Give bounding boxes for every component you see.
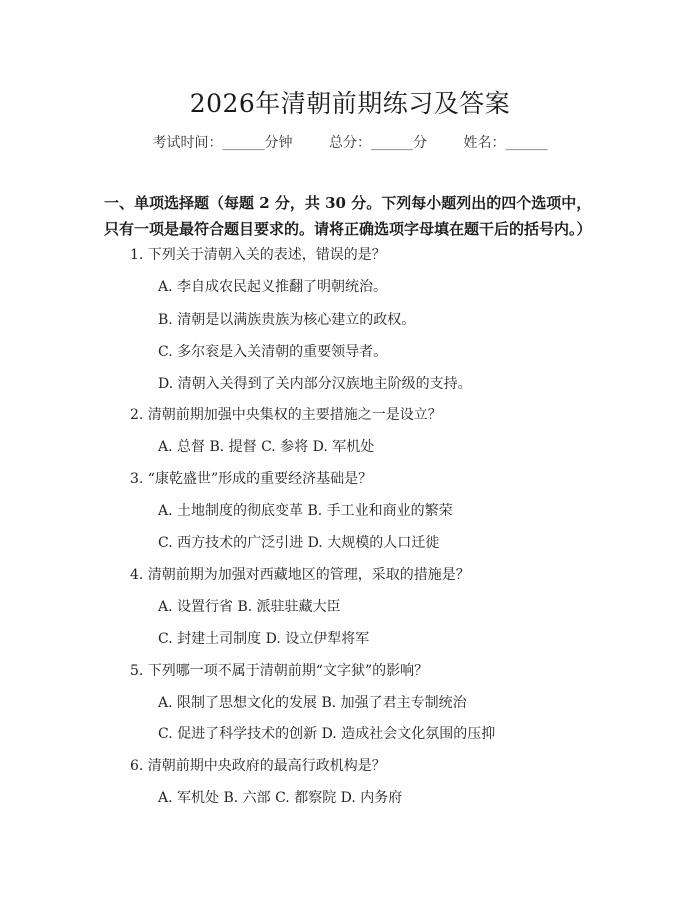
- question-1-option-a: A. 李自成农民起义推翻了明朝统治。: [158, 279, 388, 295]
- question-1-option-b: B. 清朝是以满族贵族为核心建立的政权。: [158, 312, 416, 328]
- question-2: 2. 清朝前期加强中央集权的主要措施之一是设立？: [130, 407, 442, 423]
- student-name-field: 姓名：______: [463, 135, 548, 151]
- question-2-options: A. 总督 B. 提督 C. 参将 D. 军机处: [158, 439, 375, 455]
- section-heading: 一、单项选择题（每题 2 分，共 30 分。下列每小题列出的四个选项中，只有一项是最符合题目要求的。请将正确选项字母填在题干后的括号内。）: [104, 194, 592, 238]
- exam-meta: [0, 132, 700, 152]
- question-6-options: A. 军机处 B. 六部 C. 都察院 D. 内务府: [158, 790, 403, 806]
- question-4: 4. 清朝前期为加强对西藏地区的管理，采取的措施是？: [130, 567, 470, 583]
- question-1-option-d: D. 清朝入关得到了关内部分汉族地主阶级的支持。: [158, 376, 472, 392]
- total-score-field: 总分：______分: [329, 135, 427, 151]
- question-5-options-ab: A. 限制了思想文化的发展 B. 加强了君主专制统治: [158, 695, 467, 711]
- question-4-options-cd: C. 封建土司制度 D. 设立伊犁将军: [158, 631, 370, 647]
- question-5: 5. 下列哪一项不属于清朝前期“文字狱”的影响？: [130, 663, 429, 679]
- page-title: 2026年清朝前期练习及答案: [189, 89, 511, 118]
- question-3-options-ab: A. 土地制度的彻底变革 B. 手工业和商业的繁荣: [158, 503, 453, 519]
- question-1: 1. 下列关于清朝入关的表述，错误的是？: [130, 247, 386, 263]
- question-5-options-cd: C. 促进了科学技术的创新 D. 造成社会文化氛围的压抑: [158, 726, 496, 742]
- question-6: 6. 清朝前期中央政府的最高行政机构是？: [130, 758, 386, 774]
- question-1-option-c: C. 多尔衮是入关清朝的重要领导者。: [158, 344, 388, 360]
- question-4-options-ab: A. 设置行省 B. 派驻驻藏大臣: [158, 599, 341, 615]
- question-3: 3. “康乾盛世”形成的重要经济基础是？: [130, 471, 373, 487]
- exam-time-field: 考试时间：______分钟: [152, 135, 293, 151]
- question-3-options-cd: C. 西方技术的广泛引进 D. 大规模的人口迁徙: [158, 535, 440, 551]
